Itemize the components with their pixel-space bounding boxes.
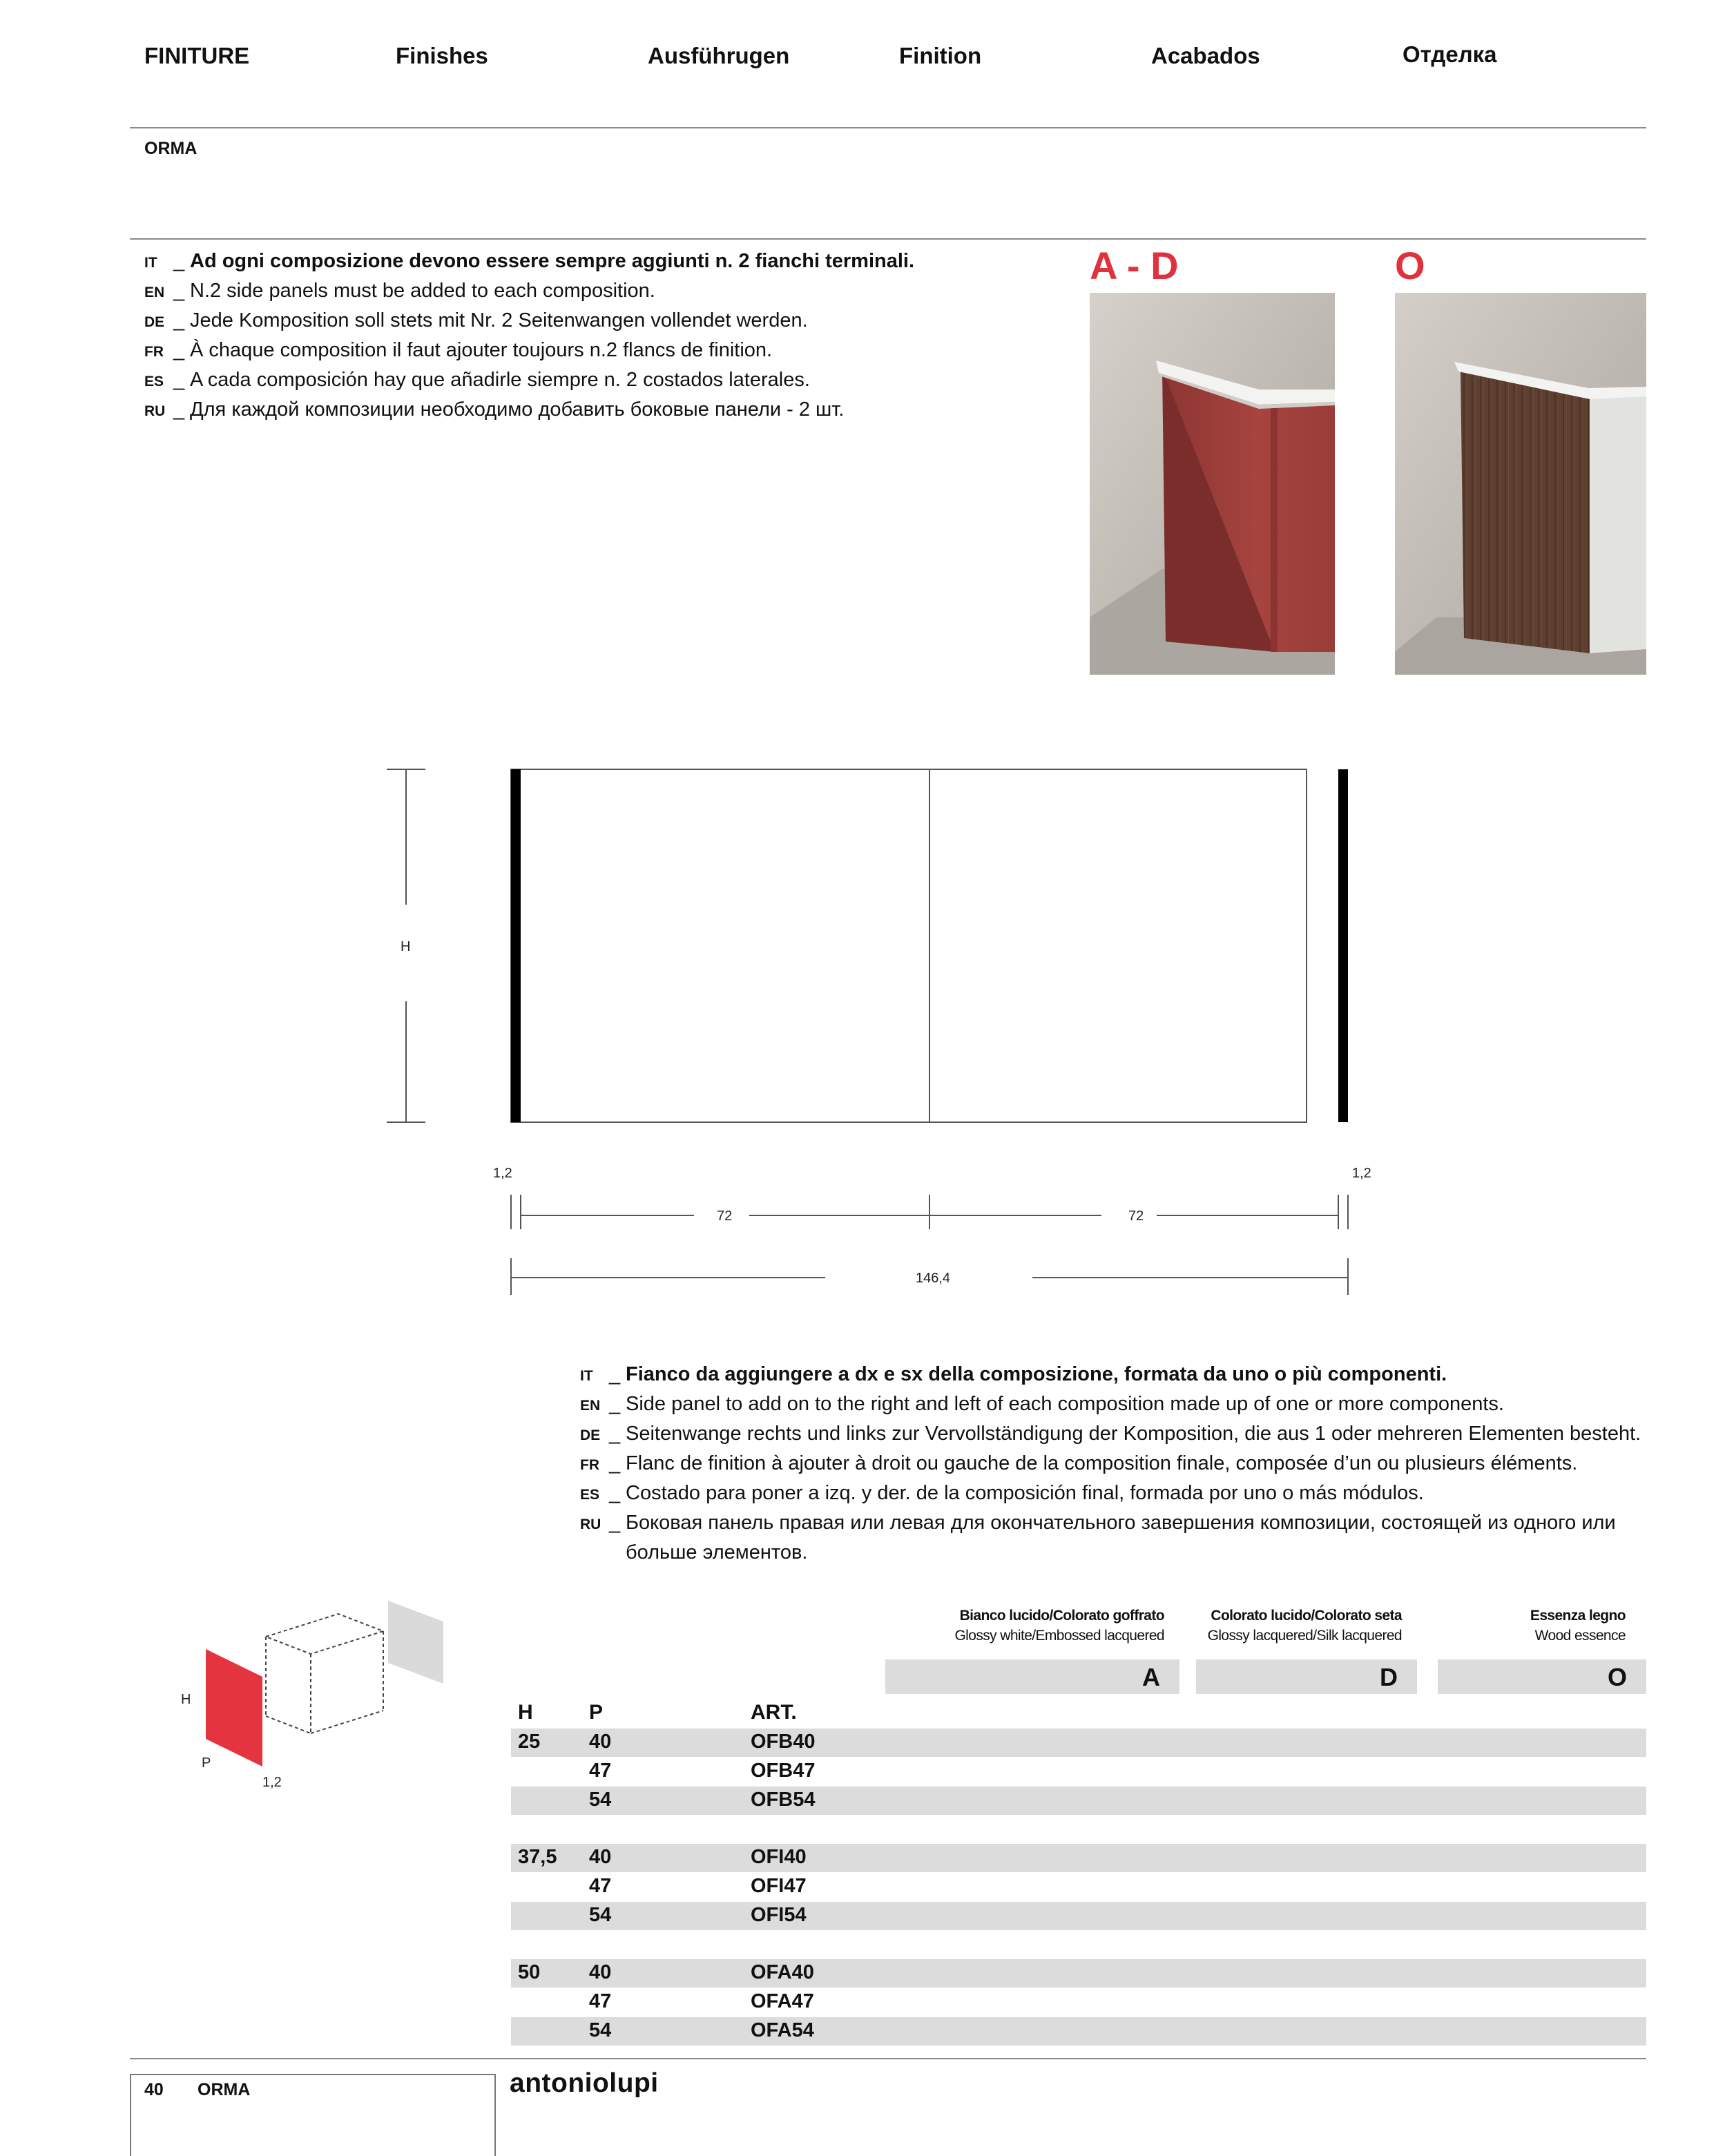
table-row xyxy=(511,1902,1646,1930)
finish-code-o: O xyxy=(1438,1659,1646,1694)
cell-art: OFB54 xyxy=(751,1789,816,1811)
cell-art: OFA47 xyxy=(751,1990,814,2012)
note-fr: FR _ À chaque composition il faut ajouter toujours n.2 flancs de finition. xyxy=(144,339,773,361)
table-row xyxy=(511,1988,1646,2017)
panel-note-en: EN _ Side panel to add on to the right and left of each composition made up of one or more components. xyxy=(580,1393,1504,1415)
top-notes xyxy=(144,247,914,425)
note-it: IT _ Ad ogni composizione devono essere sempre aggiunti n. 2 fianchi terminali. xyxy=(144,250,915,272)
side-panel-isometric-sketch xyxy=(193,1588,456,1796)
iso-height-label: H xyxy=(181,1692,191,1707)
cell-art: OFB47 xyxy=(751,1760,816,1782)
cell-p: 47 xyxy=(589,1990,612,2012)
isometric-edge-5 xyxy=(311,1711,383,1733)
cell-p: 40 xyxy=(589,1846,612,1868)
table-header-p: P xyxy=(589,1701,604,1724)
cell-art: OFA54 xyxy=(751,2019,814,2041)
section-title: ORMA xyxy=(144,139,197,158)
header-finition: Finition xyxy=(899,43,982,68)
finish-code-d: D xyxy=(1196,1659,1417,1694)
brand-logo: antoniolupi xyxy=(510,2068,659,2098)
footer-section: ORMA xyxy=(197,2080,251,2099)
page-number: 40 xyxy=(144,2080,164,2099)
side-panel-left xyxy=(511,769,521,1122)
panel-notes xyxy=(580,1360,1641,1567)
header-acabados: Acabados xyxy=(1151,43,1260,68)
table-row xyxy=(511,1873,1646,1901)
iso-depth-label: P xyxy=(202,1755,211,1771)
cell-art: OFI47 xyxy=(751,1875,807,1897)
header-finiture: FINITURE xyxy=(144,43,250,68)
height-label: H xyxy=(401,939,411,954)
table-header-art: ART. xyxy=(751,1701,797,1724)
panel-note-de: DE _ Seitenwange rechts und links zur Vervollständigung der Komposition, die aus 1 oder mehreren Elementen besteht. xyxy=(580,1423,1641,1445)
cell-h: 37,5 xyxy=(518,1846,557,1868)
cell-art: OFI40 xyxy=(751,1846,807,1868)
isometric-ghost-panel xyxy=(388,1601,443,1684)
cell-art: OFI54 xyxy=(751,1904,807,1926)
thickness-right-label: 1,2 xyxy=(1352,1166,1371,1181)
note-de: DE _ Jede Komposition soll stets mit Nr. 2 Seitenwangen vollendet werden. xyxy=(144,309,808,331)
iso-thickness-label: 1,2 xyxy=(262,1775,282,1790)
table-row xyxy=(511,1758,1646,1786)
header-finishes: Finishes xyxy=(396,43,488,68)
composition-outline xyxy=(511,769,1307,1122)
finish-column-o-header: Essenza legno Wood essence xyxy=(1530,1608,1626,1644)
panel-note-ru-continued: больше элементов. xyxy=(626,1541,808,1563)
table-row xyxy=(511,1844,1646,1872)
note-ru: RU _ Для каждой композиции необходимо добавить боковые панели - 2 шт. xyxy=(144,398,845,421)
finish-label-o: O xyxy=(1395,244,1425,287)
header-ausfuhrugen: Ausführugen xyxy=(648,43,790,68)
note-es: ES _ A cada composición hay que añadirle siempre n. 2 costados laterales. xyxy=(144,369,810,391)
thickness-left-label: 1,2 xyxy=(493,1166,512,1181)
table-row xyxy=(511,2017,1646,2046)
cell-p: 47 xyxy=(589,1760,612,1782)
panel-note-fr: FR _ Flanc de finition à ajouter à droit ou gauche de la composition finale, composée d’un ou plusieurs éléments. xyxy=(580,1452,1578,1474)
cell-p: 40 xyxy=(589,1731,612,1753)
panel-note-es: ES _ Costado para poner a izq. y der. de la composición final, formada por uno o más módulos. xyxy=(580,1482,1424,1504)
footer-box xyxy=(130,2074,496,2156)
isometric-side-panel xyxy=(206,1649,262,1767)
finish-column-d-header: Colorato lucido/Colorato seta Glossy lacquered/Silk lacquered xyxy=(1207,1608,1402,1644)
cell-p: 40 xyxy=(589,1961,612,1983)
finish-photo-wood-essence xyxy=(1395,293,1646,675)
panel-note-it: IT _ Fianco da aggiungere a dx e sx della composizione, formata da uno o più componenti. xyxy=(580,1363,1447,1385)
footer-rule xyxy=(130,2058,1646,2059)
header-otdelka: Отделка xyxy=(1403,41,1497,67)
table-row xyxy=(511,1729,1646,1757)
finish-label-ad: A - D xyxy=(1090,244,1179,287)
note-en: EN _ N.2 side panels must be added to each composition. xyxy=(144,280,655,302)
table-row xyxy=(511,1787,1646,1815)
table-header-h: H xyxy=(518,1701,533,1724)
header-rule xyxy=(130,127,1646,128)
cell-h: 50 xyxy=(518,1961,541,1983)
section-rule xyxy=(130,238,1646,240)
cell-p: 47 xyxy=(589,1875,612,1897)
side-panel-dimension-drawing xyxy=(373,753,1381,1312)
isometric-edge-4 xyxy=(266,1716,311,1733)
panel-note-ru: RU _ Боковая панель правая или левая для окончательного завершения композиции, состоящей из одного или xyxy=(580,1512,1616,1534)
table-row xyxy=(511,1959,1646,1987)
cell-h: 25 xyxy=(518,1731,541,1753)
module-right-label: 72 xyxy=(1128,1209,1144,1224)
cell-p: 54 xyxy=(589,2019,612,2041)
finish-column-a-header: Bianco lucido/Colorato goffrato Glossy white/Embossed lacquered xyxy=(954,1608,1164,1644)
total-width-label: 146,4 xyxy=(916,1271,951,1286)
side-panel-right xyxy=(1338,769,1348,1122)
cell-art: OFB40 xyxy=(751,1731,816,1753)
cell-p: 54 xyxy=(589,1904,612,1926)
module-left-label: 72 xyxy=(717,1209,733,1224)
finish-code-a: A xyxy=(885,1659,1179,1694)
cell-art: OFA40 xyxy=(751,1961,814,1983)
isometric-cabinet-top xyxy=(266,1614,383,1654)
finish-photo-red-lacquer xyxy=(1090,293,1335,675)
cell-p: 54 xyxy=(589,1789,612,1811)
